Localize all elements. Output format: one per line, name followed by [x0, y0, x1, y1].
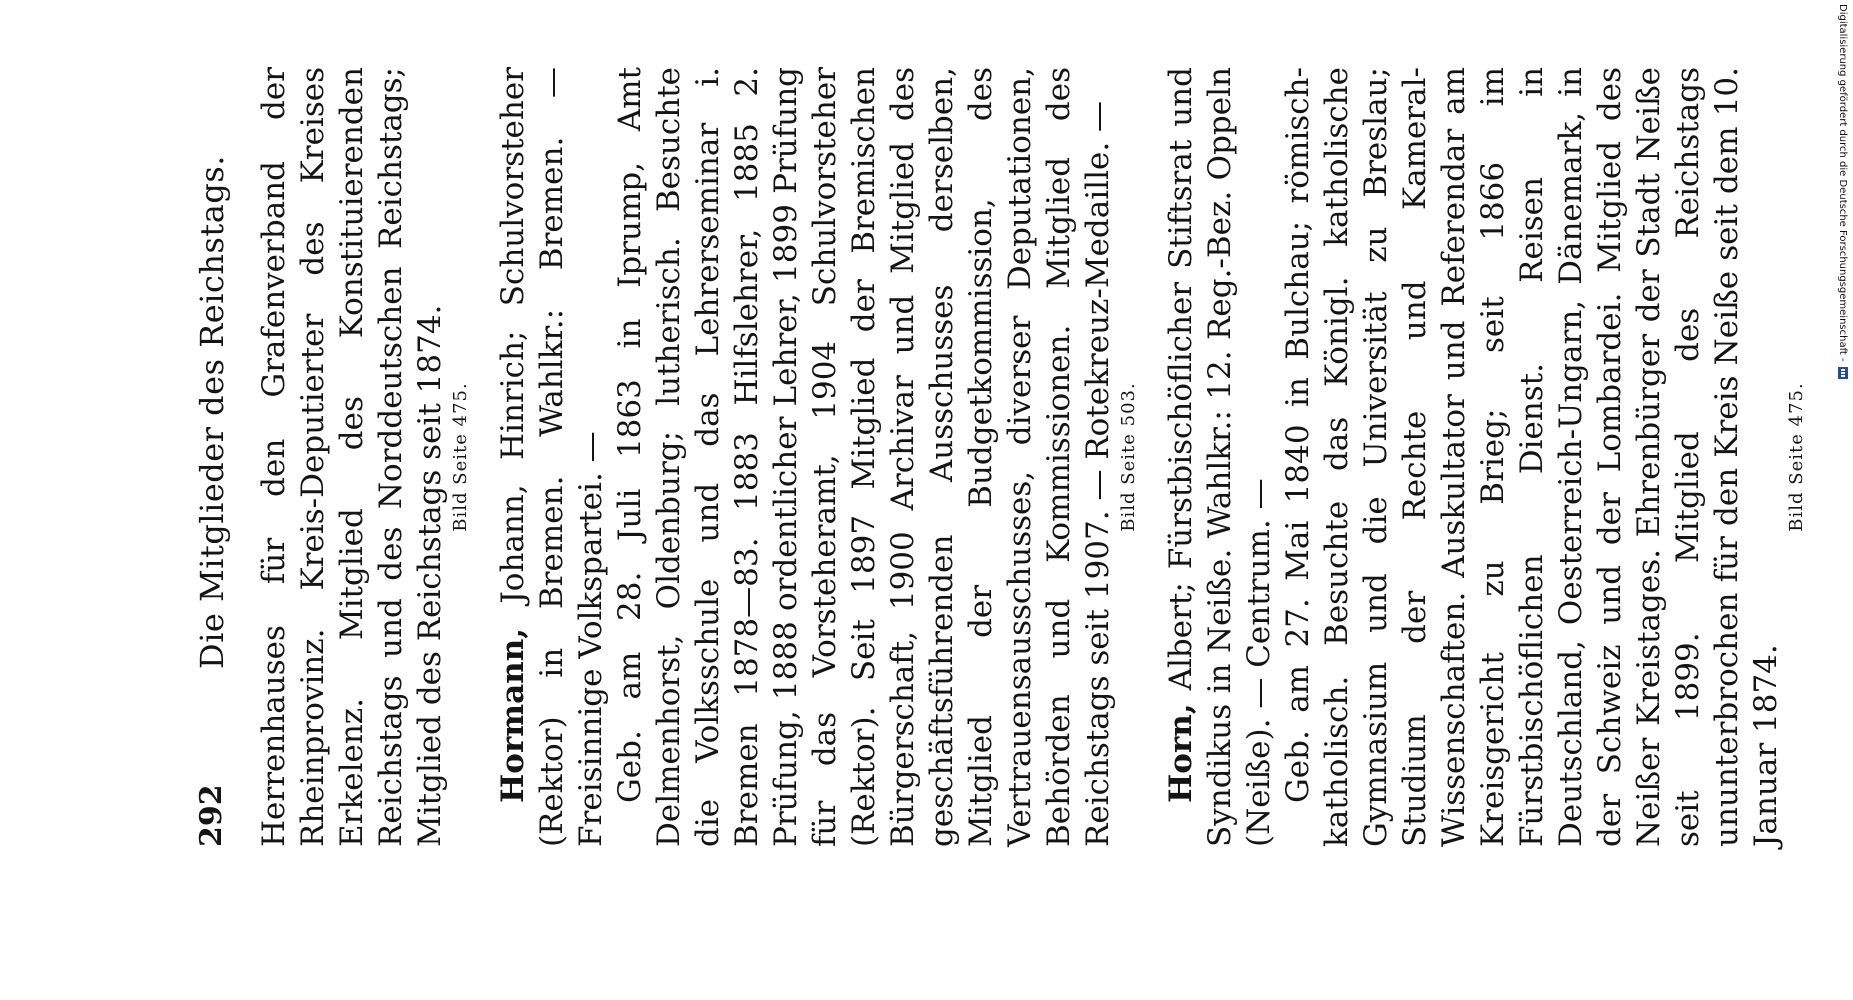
running-header	[167, 47, 231, 847]
digitization-credit	[1836, 4, 1848, 379]
member-name: Hormann,	[495, 627, 531, 803]
entry-continuation: Herrenhauses für den Grafenverband der Rheinprovinz. Kreis-Deputierter des Kreises Erkelenz. Mitglied des Konstituierenden Reichstags und des Norddeutschen Reichstags; Mitglied des Reichstags seit 1874.	[256, 67, 448, 847]
member-biography: Geb. am 27. Mai 1840 in Bulchau; römisch-katholisch. Besuchte das Königl. katholische Gymnasium und die Universität zu Breslau; Studium der Rechte und Kameral-Wissenschaften. Auskultator und Referendar am Kreisgericht zu Brieg; seit 1866 im Fürstbischöflichen Dienst. Reisen in Deutschland, Oesterreich-Ungarn, Dänemark, in der Schweiz und der Lombardei. Mitglied des Neißer Kreistages. Ehrenbürger der Stadt Neiße seit 1899. Mitglied des Reichstags ununterbrochen für den Kreis Neiße seit dem 10. Januar 1874.	[1280, 67, 1784, 847]
photo-reference: Bild Seite 475.	[1786, 382, 1807, 532]
entry-separator	[472, 67, 494, 847]
photo-reference: Bild Seite 475.	[450, 382, 471, 532]
running-title: Die Mitglieder des Reichstags.	[193, 155, 231, 669]
dfg-logo-icon	[1838, 367, 1848, 379]
entry-heading-horn	[1162, 67, 1279, 847]
page-number: 292	[194, 784, 229, 847]
entry-heading-hormann	[494, 67, 611, 847]
member-biography: Geb. am 28. Juli 1863 in Iprump, Amt Delmenhorst, Oldenburg; lutherisch. Besuchte die Volksschule und das Lehrerseminar i. Bremen 1878—83. 1883 Hilfslehrer, 1885 2. Prüfung, 1888 ordentlicher Lehrer, 1899 Prüfung für das Vorsteheramt, 1904 Schulvorsteher (Rektor). Seit 1897 Mitglied der Bremischen Bürgerschaft, 1900 Archivar und Mitglied des geschäftsführenden Ausschusses derselben, Mitglied der Budgetkommission, des Vertrauensausschusses, diverser Deputationen, Behörden und Kommissionen. Mitglied des Reichstags seit 1907. — Rotekreuz-Medaille. —	[612, 67, 1116, 847]
page-body	[255, 66, 1807, 847]
entry-separator	[1140, 67, 1162, 847]
photo-reference: Bild Seite 503.	[1118, 382, 1139, 532]
credit-text: Digitalisierung gefördert durch die Deutsche Forschungsgemeinschaft -	[1837, 4, 1848, 362]
scanned-book-page	[167, 47, 1807, 847]
member-intro: Albert; Fürstbischöflicher Stiftsrat und Syndikus in Neiße. Wahlkr.: 12. Reg.-Bez. Oppeln (Neiße). — Centrum. —	[1163, 67, 1277, 847]
member-name: Horn,	[1163, 703, 1199, 803]
member-intro: Johann, Hinrich; Schulvorsteher (Rektor) in Bremen. Wahlkr.: Bremen. — Freisinnige Volkspartei. —	[495, 66, 609, 847]
